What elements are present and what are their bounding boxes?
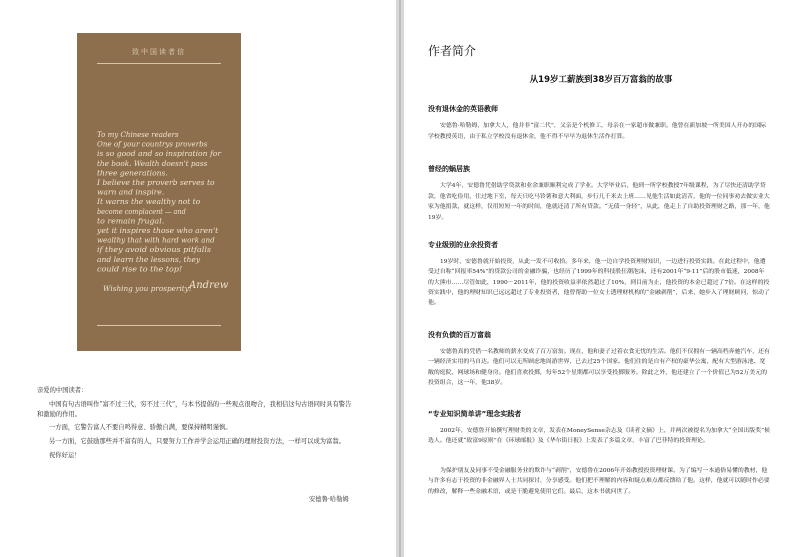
page-subtitle: 从19岁工薪族到38岁百万富翁的故事: [529, 75, 673, 85]
handwriting-svg: [77, 33, 241, 351]
handwriting-line: to remain frugal.: [97, 216, 165, 226]
handwriting-line: To my Chinese readers: [97, 130, 179, 139]
letter-image-header: 致中国读者信: [132, 48, 186, 56]
handwritten-signature: Andrew: [189, 280, 229, 291]
letter-signature: 安德鲁·哈勒姆: [309, 496, 349, 503]
section-heading: 没有负债的百万富翁: [428, 331, 491, 339]
left-page: [0, 0, 396, 557]
letter-text: [37, 386, 357, 461]
handwriting-line: yet it inspires those who aren't: [95, 226, 219, 235]
handwriting-line: wealthy that with hard work and: [97, 235, 215, 245]
handwriting-line: could rise to the top!: [97, 264, 183, 274]
letter-paragraph: 一方面，它警告富人不要自鸣得意、骄傲自满，要保持精明谨慎。: [49, 424, 232, 432]
handwriting-line: Wishing you prosperity!: [103, 284, 192, 293]
handwriting-line: three generations.: [97, 168, 168, 178]
handwriting-line: One of your countrys proverbs: [97, 139, 208, 149]
handwriting-line: if they avoid obvious pitfalls: [97, 245, 212, 255]
handwriting-line: is so good and so inspiration for: [97, 149, 222, 159]
handwriting-line: and learn the lessons, they: [97, 254, 202, 264]
section-body: 安德鲁真的凭借一名教师的薪水变成了百万富翁。现在，他和妻子过着衣食无忧的生活。他们不仅拥有一辆高档奔驰汽车，还有一辆经济实用的马自达。他们可以无所顾虑地周游世界，已去过25个国家。他们住的是自有产权的豪华公寓，配有大型游泳池、宽敞的庭院、网球场和健身房。他们喜欢投掷，每年52个星期都可以享受投掷服务。除此之外，他还建立了一个价值已为52万美元的投资组合，这一年，他38岁。: [428, 349, 770, 386]
letter-closing: 祝你好运！: [49, 451, 81, 459]
section-body: 2002年，安德鲁开始撰写理财类的文章，发表在MoneySense杂志及《读者文摘》上，并两次被提名为加拿大“全国出版奖”候选人。他还就“致富9原则”在《环球邮报》及《华尔街日报》上发表了多篇文章，丰富了巴菲特的投资理论。: [428, 428, 770, 445]
handwriting-line: warn and inspire.: [97, 187, 165, 197]
letter-paragraph: 另一方面，它鼓励那些并不富有的人，只要努力工作并学会运用正确的理财投资方法，一样可以成为富翁。: [49, 438, 345, 446]
section-heading: 专业级别的业余投资者: [428, 241, 498, 249]
section-body: 19岁时，安德鲁就开始投资，从此一发不可收拾。多年来，他一边自学投资理财知识，一边进行投资实践。在此过程中，他遭受过自称“回报率54%”的贷款公司的金融诈骗，也经历了1999年的科技股狂潮泡沫，还有2001年“9·11”后的股市低迷，2008年的大熊市……尽管如此，1990－2011年，他的投资收益率依然超过了10%，到目前为止，他投资的本金已超过了7倍。在这样的投资实践中，他的理财知识已远远超过了专业投资者，他曾帮助一位女士透理财机构的“金融剥削”，后来，她步入了理财顾问，惊动了他。: [428, 259, 770, 307]
handwriting-line: become complacent — and: [97, 206, 187, 216]
handwriting-line: It warns the wealthy not to: [95, 197, 201, 207]
section-body: 安德鲁·哈勒姆，加拿大人，他并非“富二代”，父亲是个机修工，母亲在一家超市做兼职。他曾在新加坡一所美国人开办的国际学校教授英语，由于私立学校没有退休金，他不得不早早为退休生活作打算。: [428, 123, 766, 140]
section-body: 为保护朋友及同事不受金融服务业的欺诈与“剥削”，安德鲁在2006年开始教授投资理财课。为了编写一本通俗易懂的教材，他与许多有志于投资的非金融界人士共同探讨，分享感受。他们把不理解的内容和疑点难点都反馈给了他。这样，他就可以随时作必要的修改，解释一些金融术语，或是干脆避免使用它们。最后，这本书就问世了。: [428, 468, 770, 495]
section-heading: 曾经的蜗居族: [428, 165, 470, 173]
letter-greeting: 亲爱的中国读者：: [37, 387, 88, 394]
section-heading: “专业知识简单讲”理念实践者: [428, 410, 522, 418]
book-spine: [399, 0, 401, 557]
section-body: 大学4年，安德鲁凭借助学贷款和业余兼职顺利完成了学业。大学毕业后，他到一所学校教授7年级课程，为了尽快还清助学贷款，他省吃俭用，住过地下室，每天只吃马铃薯和意大利面，步行几千米去上班……见他生活如此清苦，他的一位同事劝去做实业大家为他捐款，就这样，仅用短短一年的时间，他就还清了所有贷款。“无债一身轻”，从此，他走上了自助投资理财之路，那一年，他19岁。: [428, 183, 770, 221]
right-page: [404, 0, 798, 557]
letter-paragraph: 中国有句古语叫作“富不过三代，穷不过三代”，与本书提倡的一些观点很吻合，我相信这句古语同时具有警告和激励的作用。: [37, 400, 352, 418]
handwriting-line: I believe the proverb serves to: [95, 178, 216, 187]
handwritten-letter-image: [77, 33, 241, 351]
section-heading: 没有退休金的英语教师: [428, 105, 498, 113]
handwriting-line: the book. Wealth doesn't pass: [97, 158, 208, 168]
page-title: 作者简介: [428, 44, 477, 58]
